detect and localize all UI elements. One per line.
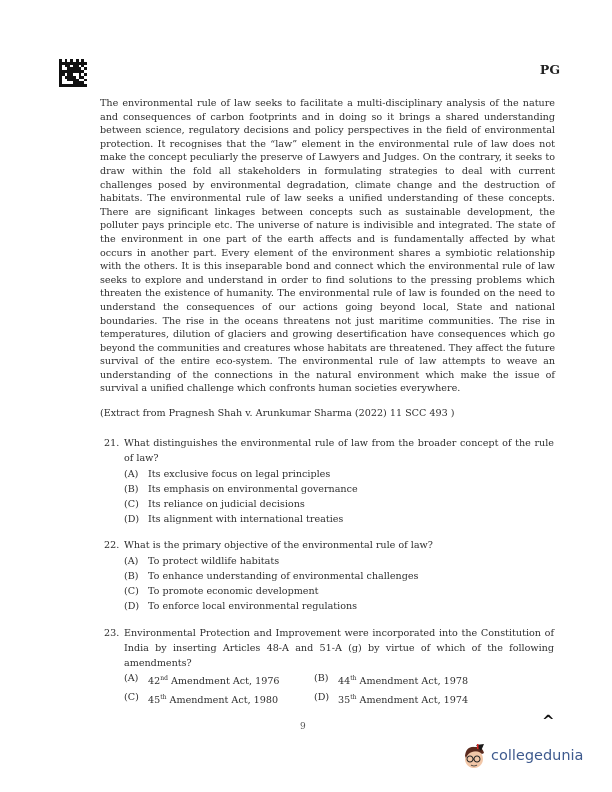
option-d (124, 512, 554, 527)
passage-text: The environmental rule of law seeks to facilitate a multi-disciplinary analysis of the nature and consequences of carbon footprints and in doing so it brings a shared understanding between science, regulatory decisions and policy perspectives in the field of environmental protection. It recognises that the “law” element in the environmental rule of law does not make the concept peculiarly the preserve of Lawyers and Judges. On the contrary, it seeks to draw within the fold all stakeholders in formulating strategies to deal with current challenges posed by environmental degradation, climate change and the destruction of habitats. The environmental rule of law seeks a unified understanding of these concepts. There are significant linkages between concepts such as sustainable development, the polluter pays principle etc. The universe of nature is indivisible and integrated. The state of the environment in one part of the earth affects and is fundamentally affected by what occurs in another part. Every element of the environment shares a symbiotic relationship with the others. It is this inseparable bond and connect which the environmental rule of law seeks to explore and understand in order to find solutions to the pressing problems which threaten the existence of humanity. The environmental rule of law is founded on the need to understand the consequences of our actions going beyond local, State and national boundaries. The rise in the oceans threatens not just maritime communities. The rise in temperatures, dilution of glaciers and growing desertification have consequences which go beyond the communities and creatures whose habitats are threatened. They affect the future survival of the entire eco-system. The environmental rule of law attempts to weave an understanding of the connections in the natural environment which make the issue of survival a unified challenge which confronts human societies everywhere. (100, 98, 555, 395)
amendment-name: Amendment Act, 1978 (356, 676, 469, 688)
option-a (124, 554, 554, 569)
datamatrix-code-icon (59, 59, 87, 87)
option-label: (C) (124, 585, 139, 597)
amendment-name: Amendment Act, 1976 (167, 676, 280, 688)
option-c (124, 690, 314, 708)
ordinal-suffix: nd (160, 675, 168, 683)
amendment-name: Amendment Act, 1980 (166, 694, 279, 706)
option-text: Its alignment with international treaties (148, 513, 344, 525)
question-number: 22. (104, 540, 120, 551)
brand-name: collegedunia (491, 748, 584, 764)
option-label: (B) (124, 570, 139, 582)
option-text: To protect wildlife habitats (148, 555, 280, 567)
option-label: (A) (124, 468, 139, 480)
option-label: (D) (314, 691, 330, 703)
collegedunia-logo[interactable] (462, 742, 583, 770)
amendment-number: 35 (338, 694, 351, 706)
page-number: 9 (300, 722, 306, 732)
scroll-to-top-button[interactable]: ^ (542, 712, 555, 730)
option-a (124, 467, 554, 482)
option-label: (B) (124, 483, 139, 495)
option-text (338, 671, 468, 689)
question-21 (104, 437, 554, 527)
question-text: What distinguishes the environmental rule of law from the broader concept of the rule of law? (124, 438, 554, 464)
option-text: Its emphasis on environmental governance (148, 483, 358, 495)
option-c (124, 584, 554, 599)
ordinal-suffix: th (350, 693, 357, 701)
question-number: 21. (104, 438, 120, 449)
question-number: 23. (104, 628, 120, 639)
passage-source: (Extract from Pragnesh Shah v. Arunkumar Sharma (2022) 11 SCC 493 ) (100, 408, 455, 419)
option-text (148, 671, 280, 689)
question-23 (104, 627, 554, 708)
question-22 (104, 539, 554, 614)
option-label: (C) (124, 691, 139, 703)
option-text: Its reliance on judicial decisions (148, 498, 305, 510)
reading-passage (100, 97, 555, 396)
option-label: (D) (124, 513, 140, 525)
question-text: Environmental Protection and Improvement were incorporated into the Constitution of India by inserting Articles 48-A and 51-A (g) by virtue of which of the following amendments? (124, 628, 554, 669)
amendment-number: 45 (148, 694, 161, 706)
option-text (338, 690, 468, 708)
option-d (314, 690, 514, 708)
question-text: What is the primary objective of the environmental rule of law? (124, 540, 433, 551)
option-text: To promote economic development (148, 585, 319, 597)
ordinal-suffix: th (350, 675, 357, 683)
option-a (124, 671, 314, 689)
option-text: To enforce local environmental regulations (148, 600, 358, 612)
option-text: To enhance understanding of environmental challenges (148, 570, 419, 582)
option-c (124, 497, 554, 512)
amendment-name: Amendment Act, 1974 (356, 694, 469, 706)
option-text: Its exclusive focus on legal principles (148, 468, 331, 480)
option-d (124, 599, 554, 614)
option-b (314, 671, 514, 689)
mascot-face-icon (462, 742, 488, 770)
option-label: (A) (124, 555, 139, 567)
option-label: (B) (314, 673, 329, 685)
ordinal-suffix: th (160, 693, 167, 701)
page-label: PG (539, 62, 560, 77)
option-label: (C) (124, 498, 139, 510)
option-b (124, 569, 554, 584)
amendment-number: 44 (338, 676, 351, 688)
option-label: (D) (124, 600, 140, 612)
amendment-number: 42 (148, 676, 161, 688)
option-text (148, 690, 278, 708)
option-b (124, 482, 554, 497)
option-label: (A) (124, 673, 139, 685)
